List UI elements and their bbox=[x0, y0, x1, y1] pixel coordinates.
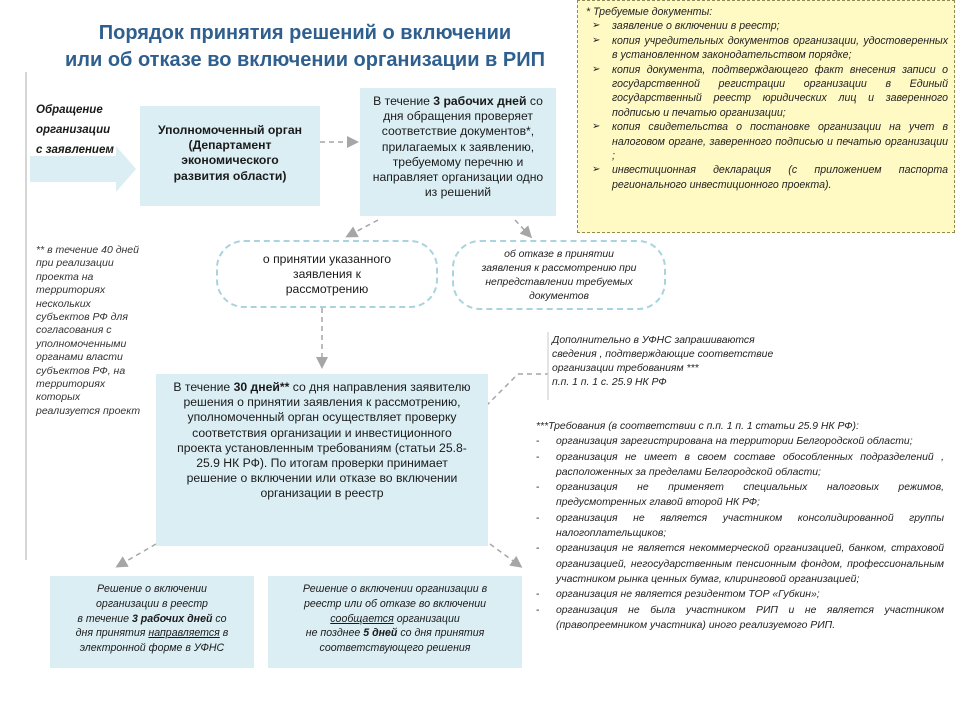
appeal-arrow-icon bbox=[30, 146, 136, 192]
authority-box: Уполномоченный орган (Департамент экономического развития области) bbox=[140, 106, 320, 206]
list-item: - организация не применяет специальных налоговых режимов, предусмотренных главой второй НК РФ; bbox=[536, 482, 944, 509]
list-item: - организация не является участником консолидированной группы налогоплательщиков; bbox=[536, 512, 944, 540]
bullet-arrow-icon: ➢ bbox=[592, 164, 601, 176]
accept-decision-oval: о принятии указанного заявления к рассмотрению bbox=[216, 240, 438, 308]
bullet-arrow-icon: ➢ bbox=[592, 63, 601, 75]
decision-notification-box: Решение о включении организации в реестр или об отказе во включении сообщается организации не позднее 5 дней со дня принятия соответствующего решения bbox=[268, 576, 522, 668]
arrow-review-to-bottom-right bbox=[490, 544, 520, 566]
required-documents-note bbox=[577, 0, 955, 233]
compliance-review-box: В течение 30 дней** со дня направления заявителю решения о принятии заявления к рассмотрению, уполномоченный орган осуществляет проверку соответствия организации и инвестиционного проекта установленным требованиям (статьи 25.8-25.9 НК РФ). По итогам проверки принимает решение о включении или отказе во включении организации в реестр bbox=[156, 374, 488, 546]
requirements-header: ***Требования (в соответствии с п.п. 1 п. 1 статьи 25.9 НК РФ): bbox=[536, 421, 859, 432]
bullet-arrow-icon: ➢ bbox=[592, 34, 601, 46]
page-title bbox=[40, 20, 570, 74]
title-line-1: Порядок принятия решений о включении bbox=[98, 22, 512, 44]
line-review-to-ufns bbox=[486, 374, 518, 406]
list-item: - организация не имеет в своем составе обособленных подразделений , расположенных за пределами Белгородской области; bbox=[536, 451, 944, 478]
appeal-label: Обращение организации с заявлением bbox=[36, 104, 114, 156]
document-check-box: В течение 3 рабочих дней со дня обращения проверяет соответствие документов*, прилагаемых к заявлению, требуемому перечню и направляет организации одно из решений bbox=[360, 88, 556, 216]
list-item: - организация зарегистрирована на территории Белгородской области; bbox=[536, 436, 913, 448]
list-item: ➢ заявление о включении в реестр; bbox=[592, 20, 780, 33]
forty-days-footnote: ** в течение 40 дней при реализации проекта на территориях нескольких субъектов РФ для согласования с уполномоченными органами власти субъектов РФ, на территориях которых реализуется проект bbox=[36, 244, 141, 417]
requirements-list bbox=[536, 419, 944, 633]
arrow-check-to-accept bbox=[348, 220, 378, 236]
list-item: - организация не является резидентом ТОР «Губкин»; bbox=[536, 589, 820, 601]
reject-decision-oval: об отказе в принятии заявления к рассмотрению при непредставлении требуемых документов bbox=[452, 240, 666, 310]
list-item: ➢ копия свидетельства о постановке организации на учет в налоговом органе, заверенного подписью и печатью организации ; bbox=[592, 121, 948, 163]
list-item: ➢ инвестиционная декларация (с приложением паспорта регионального инвестиционного проекта). bbox=[592, 164, 948, 191]
arrow-review-to-bottom-left bbox=[118, 544, 156, 566]
list-item: - организация не была участником РИП и не является участником (правопреемником участника) иного реализуемого РИП. bbox=[536, 604, 944, 631]
title-line-2: или об отказе во включении организации в РИП bbox=[64, 49, 545, 71]
required-documents-header: * Требуемые документы: bbox=[586, 6, 713, 18]
required-documents-list bbox=[584, 19, 948, 192]
bullet-arrow-icon: ➢ bbox=[592, 20, 601, 32]
inclusion-decision-ufns-box: Решение о включении организации в реестр в течение 3 рабочих дней со дня принятия направляется в электронной форме в УФНС bbox=[50, 576, 254, 668]
arrow-check-to-reject bbox=[515, 220, 530, 236]
bullet-arrow-icon: ➢ bbox=[592, 121, 601, 133]
ufns-request-note: Дополнительно в УФНС запрашиваются сведения , подтверждающие соответствие организации требованиям *** п.п. 1 п. 1 с. 25.9 НК РФ bbox=[552, 335, 774, 388]
list-item: - организация не является некоммерческой организацией, банком, страховой организацией, негосударственным пенсионным фондом, профессиональным участником рынка ценных бумаг, клиринговой организацией; bbox=[536, 543, 944, 585]
list-item: ➢ копия учредительных документов организации, удостоверенных в установленном законодательством порядке; bbox=[592, 34, 948, 62]
list-item: ➢ копия документа, подтверждающего факт внесения записи о государственной регистрации организации в Единый государственный реестр юридических лиц и заверенного подписью и печатью организации; bbox=[592, 63, 948, 119]
